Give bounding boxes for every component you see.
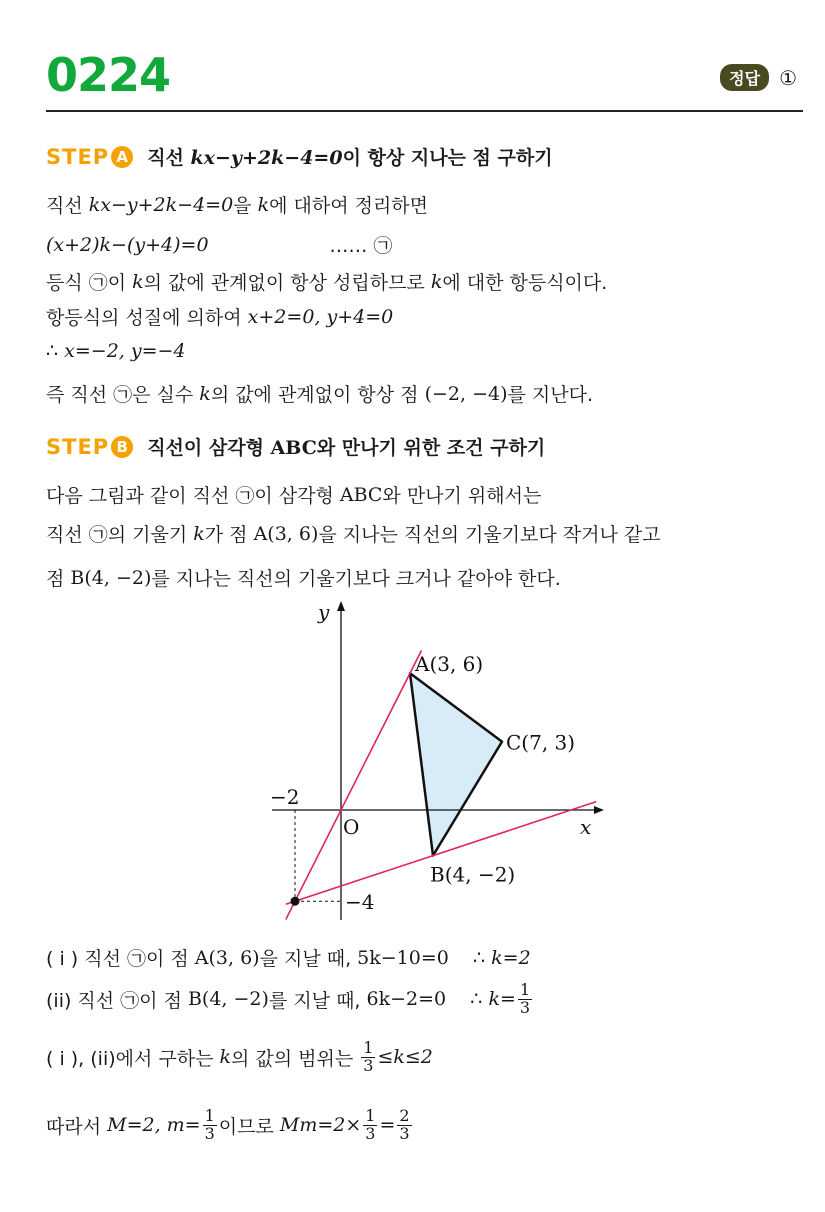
math-expression: k [132,270,144,293]
text-line [46,982,534,1017]
text-line [46,944,531,971]
text-line [46,191,428,218]
math-expression: M=2, m= [107,1114,201,1137]
text-segment: 와 만나기 위해서는 [382,485,542,507]
math-expression: 6k−2=0 [366,988,447,1011]
fraction: $\frac{1}{3}$ [363,1038,374,1075]
step-word: STEP [46,144,110,169]
step-word: STEP [46,434,110,459]
text-segment: 직선이 삼각형 [147,437,271,459]
point-label-c: C(7, 3) [506,730,576,755]
text-segment: 에 대한 항등식이다. [442,272,608,294]
step-letter-icon: B [111,436,133,458]
text-line [46,303,393,330]
math-expression: ABC [339,483,383,506]
point-label-b: B(4, −2) [430,862,516,887]
text-segment: 다음 그림과 같이 직선 ㉠이 삼각형 [46,485,340,507]
text-segment: 을 지나는 직선의 기울기보다 작거나 같고 [318,524,661,546]
header-divider [46,110,803,112]
text-line [46,520,661,547]
boundary-line [286,650,422,919]
text-line [46,1040,433,1075]
math-expression: kx−y+2k−4=0 [190,147,343,169]
problem-number: 0224 [46,48,171,102]
text-segment: 을 [233,195,258,217]
step-b-heading [46,433,545,460]
fixed-point-dot [291,897,300,906]
math-expression: kx−y+2k−4=0 [88,193,234,216]
step-title [147,433,545,460]
text-segment: 항등식의 성질에 의하여 [46,307,248,329]
triangle-abc [410,673,502,855]
x-tick-label: −2 [270,785,300,809]
step-a-heading [46,143,553,170]
text-segment: …… ㉠ [208,235,393,257]
math-expression: k [430,270,443,293]
math-expression: A(3, 6) [253,522,319,545]
text-segment: 직선 [147,147,191,169]
text-segment: 즉 직선 ㉠은 실수 [46,384,200,406]
math-expression: k [219,1046,232,1069]
math-expression: B(4, −2) [187,988,269,1011]
math-expression: x=−2, y=−4 [64,340,186,362]
text-line [46,1108,414,1143]
text-segment: (ii) 직선 ㉠이 점 [46,989,188,1012]
math-expression: (x+2)k−(y+4)=0 [46,233,209,256]
math-expression: = [379,1114,396,1137]
text-line [46,564,561,591]
text-segment: 를 지나는 직선의 기울기보다 크거나 같아야 한다. [151,568,561,590]
text-segment: 점 [46,568,71,590]
text-segment: 을 지날 때, [259,948,358,970]
text-segment: 직선 ㉠의 기울기 [46,524,194,546]
text-segment: 와 만나기 위한 조건 구하기 [316,437,546,459]
text-segment: 따라서 [46,1115,108,1138]
text-segment: 이 항상 지나는 점 구하기 [342,147,553,169]
x-axis-arrow-icon [594,806,604,814]
text-segment: 의 값에 관계없이 항상 성립하므로 [143,272,431,294]
answer-badge: 정답 [720,64,769,91]
fraction: $\frac{2}{3}$ [399,1106,410,1143]
math-expression: k [193,522,205,545]
x-axis-label: x [580,815,592,839]
origin-label: O [343,815,360,839]
text-line [46,380,593,407]
answer-value: ① [779,65,797,90]
text-line [46,268,607,295]
text-segment: ( i ) 직선 ㉠이 점 [46,948,195,970]
text-line [46,340,186,362]
math-expression: x+2=0, y+4=0 [247,305,394,328]
math-expression: (−2, −4) [424,382,508,405]
math-expression: A(3, 6) [194,946,260,969]
text-segment: 를 지날 때, [268,989,367,1012]
point-label-a: A(3, 6) [415,652,484,677]
y-tick-label: −4 [345,890,375,915]
math-expression: k [257,193,270,216]
text-segment: ( i ), (ii)에서 구하는 [46,1047,220,1070]
text-segment: 가 점 [204,524,254,546]
math-expression: ≤k≤2 [377,1046,433,1069]
fraction: $\frac{1}{3}$ [204,1106,215,1143]
text-segment: 에 대하여 정리하면 [269,195,429,217]
fraction: $\frac{1}{3}$ [519,980,531,1017]
text-segment: ∴ [448,946,492,969]
y-axis-arrow-icon [337,601,345,611]
y-axis-label: y [318,600,330,624]
text-segment: 의 값의 범위는 [231,1047,360,1070]
step-letter-icon: A [111,146,133,168]
step-title [147,143,552,170]
text-segment: 직선 [46,195,89,217]
text-segment: 등식 ㉠이 [46,272,133,294]
math-expression: k [199,382,211,405]
math-expression: k=2 [491,946,531,969]
text-segment: 의 값에 관계없이 항상 점 [210,384,425,406]
text-segment: 이므로 [218,1115,280,1138]
text-line [46,481,541,508]
math-expression: Mm=2× [279,1114,362,1137]
text-line [46,231,392,258]
text-segment: ∴ [46,340,65,362]
fraction: $\frac{1}{3}$ [365,1106,376,1143]
math-expression: ABC [270,437,317,459]
coordinate-graph [0,595,825,925]
math-expression: B(4, −2) [70,566,152,589]
math-expression: 5k−10=0 [357,946,449,969]
answer [720,64,797,91]
text-segment: ∴ [446,988,489,1011]
math-expression: k= [488,988,516,1011]
text-segment: 를 지난다. [507,384,593,406]
